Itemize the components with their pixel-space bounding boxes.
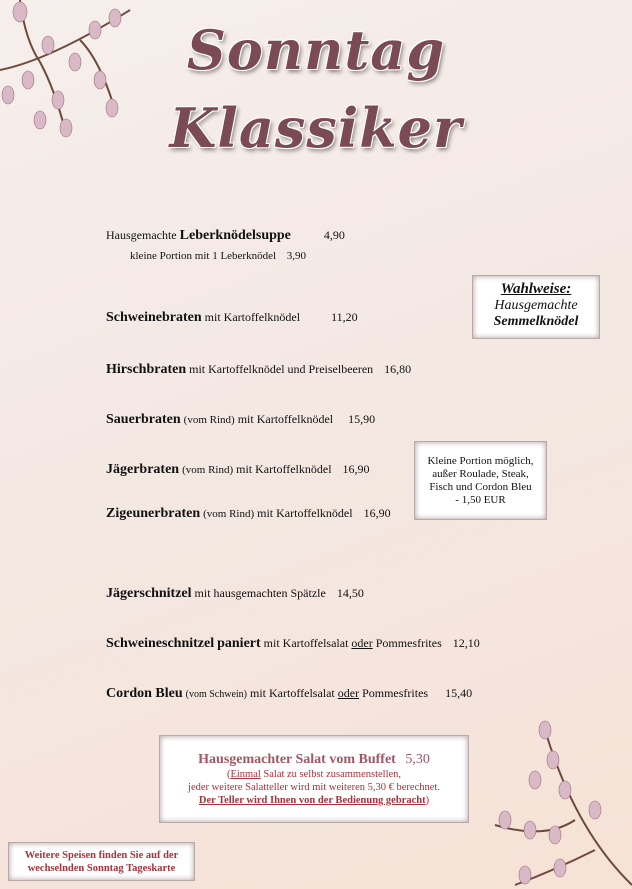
- menu-item-jaegerschnitzel: Jägerschnitzel mit hausgemachten Spätzle 14,50: [106, 586, 364, 601]
- item-price: 15,90: [348, 412, 376, 426]
- small-portion-note-box: Kleine Portion möglich, außer Roulade, Steak, Fisch und Cordon Bleu - 1,50 EUR: [415, 442, 546, 519]
- item-name: Schweineschnitzel: [106, 636, 215, 651]
- item-price: 15,40: [445, 686, 473, 700]
- menu-item-jaegerbraten: Jägerbraten (vom Rind) mit Kartoffelknödel 16,90: [106, 462, 370, 477]
- item-name: Sauerbraten: [106, 412, 181, 427]
- item-price: 4,90: [323, 228, 345, 242]
- item-name: Leberknödelsuppe: [179, 228, 291, 243]
- blossom-branch-bottom-right-icon: [485, 710, 632, 889]
- salad-title: Hausgemachter Salat vom Buffet: [198, 752, 396, 767]
- item-name: Schweinebraten: [106, 310, 202, 325]
- menu-item-hirschbraten: Hirschbraten mit Kartoffelknödel und Preiselbeeren 16,80: [106, 362, 412, 377]
- item-name: Cordon Bleu: [106, 686, 183, 701]
- item-name: Jägerbraten: [106, 462, 180, 477]
- menu-item-zigeunerbraten: Zigeunerbraten (vom Rind) mit Kartoffelknödel 16,90: [106, 506, 391, 521]
- menu-item-schweinebraten: Schweinebraten mit Kartoffelknödel 11,20: [106, 310, 358, 325]
- item-name: Hirschbraten: [106, 362, 187, 377]
- menu-item-small-portion: kleine Portion mit 1 Leberknödel 3,90: [130, 250, 307, 262]
- page-title-line2: Klassiker: [169, 96, 463, 160]
- salad-price: 5,30: [405, 752, 430, 767]
- item-name: Jägerschnitzel: [106, 586, 192, 601]
- salad-buffet-box: Hausgemachter Salat vom Buffet 5,30 (Einmal Salat zu selbst zusammenstellen, jeder weitere Salatteller wird mit weiteren 5,30 € berechnet. Der Teller wird Ihnen von der Bedienung gebracht): [160, 736, 468, 822]
- wahlweise-box: Wahlweise: Hausgemachte Semmelknödel: [473, 276, 599, 338]
- menu-item-leberknoedelsuppe: Hausgemachte Leberknödelsuppe 4,90: [106, 228, 345, 243]
- item-price: 11,20: [331, 310, 358, 324]
- item-price: 16,80: [384, 362, 412, 376]
- menu-item-sauerbraten: Sauerbraten (vom Rind) mit Kartoffelknödel 15,90: [106, 412, 376, 427]
- page-title-line1: Sonntag: [186, 18, 446, 82]
- item-price: 12,10: [452, 636, 480, 650]
- item-price: 14,50: [336, 586, 364, 600]
- menu-item-schweineschnitzel: Schweineschnitzel paniert mit Kartoffelsalat oder Pommesfrites 12,10: [106, 636, 480, 651]
- item-price: 16,90: [342, 462, 370, 476]
- more-dishes-note-box: Weitere Speisen finden Sie auf der wechselnden Sonntag Tageskarte: [9, 843, 194, 880]
- item-name-paniert: paniert: [217, 636, 261, 651]
- item-name: Zigeunerbraten: [106, 506, 201, 521]
- menu-item-cordon-bleu: Cordon Bleu (vom Schwein) mit Kartoffelsalat oder Pommesfrites 15,40: [106, 686, 473, 701]
- item-price: 3,90: [286, 250, 307, 262]
- wahlweise-heading: Wahlweise:: [500, 281, 572, 297]
- item-price: 16,90: [363, 506, 391, 520]
